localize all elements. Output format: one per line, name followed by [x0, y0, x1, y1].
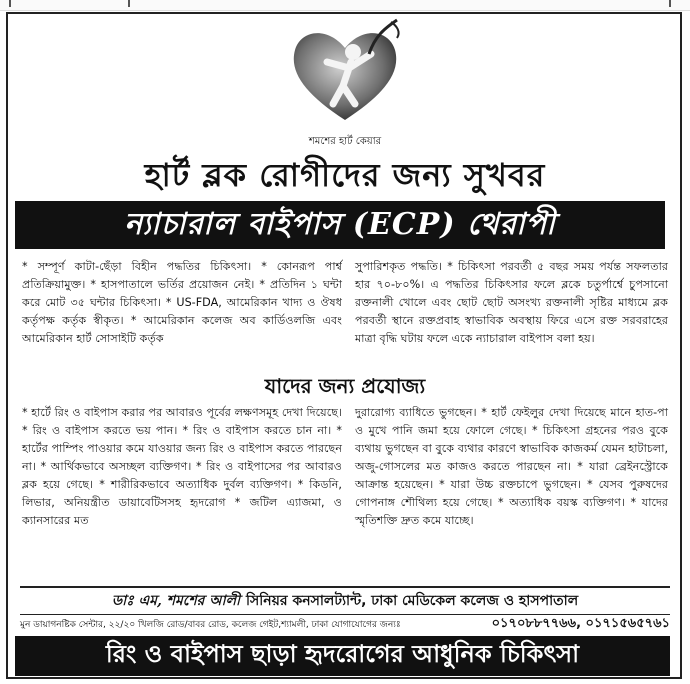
benefits-text-right: সুপারিশকৃত পদ্ধতি। * চিকিৎসা পরবর্তী ৫ বছর সময় পর্যন্ত সফলতার হার ৭০-৮০%। এ পদ্ধতির চিকিৎসার ফলে ব্লকে চতুর্পার্শ্বে চুপসানো রক্তনালী খোলে এবং ছোট ছোট অসংখ্য রক্তনালী সৃষ্টির মাধ্যমে ব্লক পরবর্তী স্থানে রক্তপ্রবাহ স্বাভাবিক অবস্থায় ফিরে এসে রক্ত সরবরাহের মাত্রা বৃদ্ধি ঘটায় ফলে একে ন্যাচারাল বাইপাস বলা হয়।	[355, 260, 668, 345]
address-text: মুন ডায়াগনষ্টিক সেন্টার, ২২/২০ খিলজি রোড/বাবর রোড, কলেজ গেইট,শ্যামলী, ঢাকা যোগাযোগের জন্যঃ	[20, 619, 401, 630]
applicable-text-left: * হার্টে রিং ও বাইপাস করার পর আবারও পূর্বের লক্ষণসমূহ দেখা দিয়েছে। * রিং ও বাইপাস করতে ভয় পান। * রিং ও বাইপাস করতে চান না। * হার্টের পাম্পিং পাওয়ার কমে যাওয়ার জন্য রিং ও বাইপাস করতে পারছেন না। * আর্থিকভাবে অসচ্ছল ব্যক্তিগণ। * রিং ও বাইপাসের পর আবারও ব্লক হয়ে গেছে। * শারীরিকভাবে অত্যাধিক দুর্বল ব্যক্তিগণ। * কিডনি, লিভার, অনিয়ন্ত্রীত ডায়াবেটিসসহ হৃদরোগ * জটিল এ্যাজমা, ও ক্যানসারের মত	[22, 406, 342, 527]
logo-caption: শমশের হার্ট কেয়ার	[308, 136, 382, 147]
headline: হার্ট ব্লক রোগীদের জন্য সুখবর	[144, 156, 546, 194]
footer-text: রিং ও বাইপাস ছাড়া হৃদরোগের আধুনিক চিকিৎসা	[105, 640, 580, 668]
applicable-text-right: দুরারোগ্য ব্যাধিতে ভুগছেন। * হার্ট ফেইলুর দেখা দিয়েছে মানে হাত-পা ও মুখে পানি জমা হয়ে ফোলে গেছে। * চিকিৎসা গ্রহনের পরও বুকে ব্যথায় ভুগছেন বা বুকে ব্যথার কারণে স্বাভাবিক কাজকর্ম যেমন হাটাচলা, অজু-গোসলের মত কাজও করতে পারছেন না। * যারা ব্রেইনস্ট্রোকে আক্রান্ত হয়েছেন। * যারা উচ্চ রক্তচাপে ভুগছেন। * যেসব পুরুষদের গোপনাঙ্গ শৌথিল্য হয়ে গেছে। * অত্যাধিক বয়স্ক ব্যক্তিগণ। * যাদের স্মৃতিশক্তি দ্রুত কমে যাচ্ছে।	[355, 406, 668, 527]
phone-numbers: ০১৭০৮৮৭৭৬৬, ০১৭১৫৬৫৭৬১	[491, 615, 670, 631]
doctor-name: ডাঃ এম, শমশের আলী	[111, 593, 241, 609]
footer-banner	[15, 636, 670, 676]
address-row	[20, 614, 670, 634]
doctor-info	[20, 586, 670, 615]
doctor-title: সিনিয়র কনসালট্যান্ট, ঢাকা মেডিকেল কলেজ ও হাসপাতাল	[246, 593, 579, 609]
page-top-strip	[0, 0, 690, 11]
applicable-subheading: যাদের জন্য প্রযোজ্য	[264, 374, 426, 398]
therapy-banner-text: ন্যাচারাল বাইপাস (ECP) থেরাপী	[124, 206, 556, 242]
heart-figure-logo-icon	[285, 16, 405, 128]
benefits-text-left: * সম্পূর্ণ কাটা-ছেঁড়া বিহীন পদ্ধতির চিকিৎসা। * কোনরূপ পার্শ্ব প্রতিক্রিয়ামুক্ত। * হাসপাতালে ভর্তির প্রয়োজন নেই। * প্রতিদিন ১ ঘন্টা করে মোট ৩৫ ঘন্টার চিকিৎসা। * US-FDA, আমেরিকান খাদ্য ও ঔষধ কর্তৃপক্ষ কর্তৃক স্বীকৃত। * আমেরিকান কলেজ অব কার্ডিওলজি এবং আমেরিকান হার্ট সোসাইটি কর্তৃক	[22, 260, 342, 345]
therapy-banner	[15, 201, 665, 249]
